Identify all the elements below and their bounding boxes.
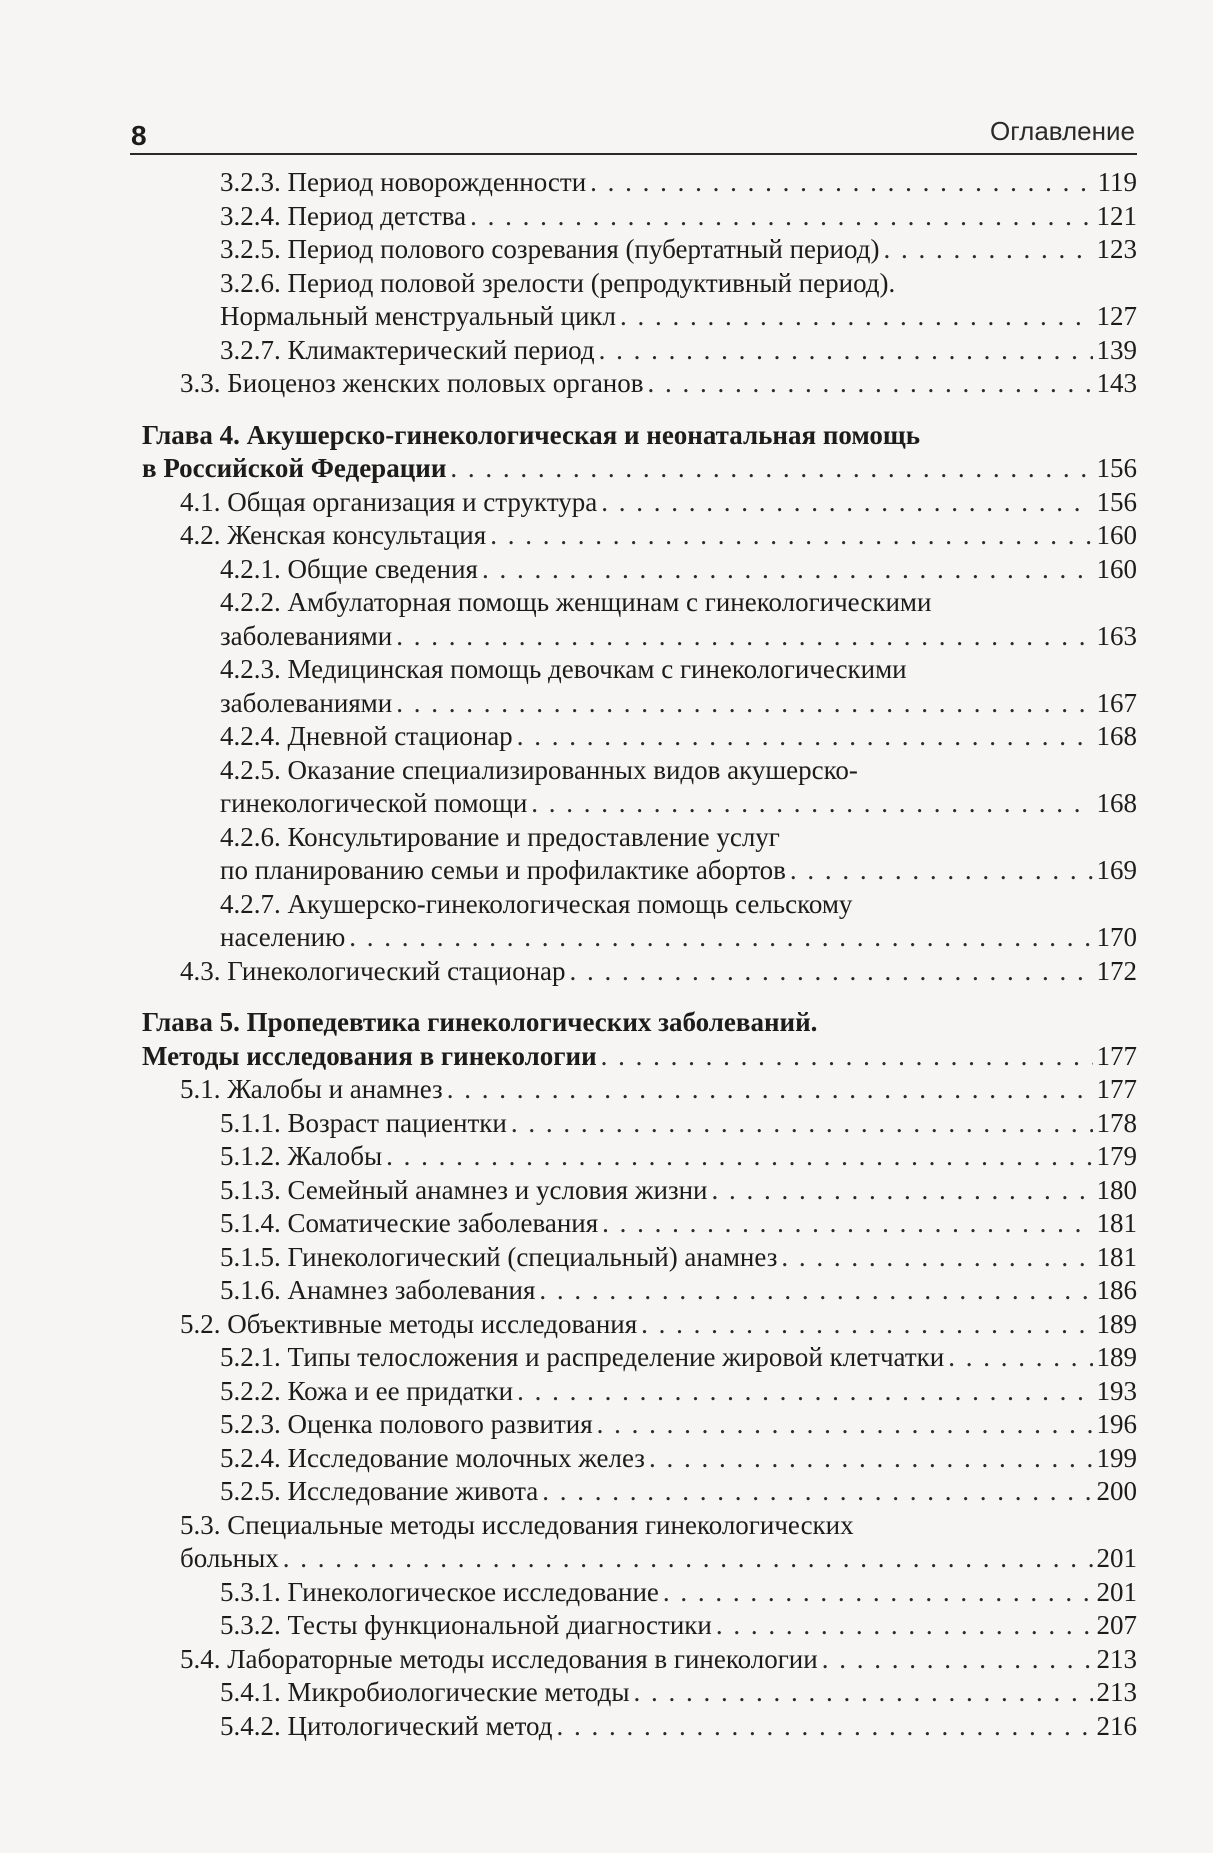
dot-leader [396,620,1092,654]
toc-page-number: 193 [1096,1375,1137,1406]
toc-entry [0,486,1137,520]
toc-entry-title-line: 3.2.4. Период детства [220,200,467,231]
toc-entry-row [220,1609,1137,1643]
dot-leader [648,367,1093,401]
toc-entry [0,1643,1137,1677]
toc-entry-row [220,1408,1137,1442]
toc-entry-title-line: гинекологической помощи [220,788,528,818]
dot-leader [790,854,1093,888]
toc-entry-title-line: Нормальный менструальный цикл [220,301,616,331]
toc-entry [0,1140,1137,1174]
toc-entry-row [220,233,1137,267]
dot-leader [482,553,1093,587]
toc-entry [0,334,1137,368]
toc-page-number: 172 [1096,955,1137,986]
toc-entry-title-line: по планированию семьи и профилактике абортов [220,855,786,885]
toc-entry-row [220,1710,1137,1744]
toc-page-number: 201 [1096,1576,1137,1607]
toc-entry-row [220,1207,1137,1241]
toc-page-number: 168 [1096,721,1137,751]
toc-page-number: 123 [1096,234,1137,264]
toc-entry [0,1174,1137,1208]
dot-leader [570,955,1093,989]
toc-entry-title-line: 5.2.1. Типы телосложения и распределение жировой клетчатки [220,1342,945,1372]
toc-entry-title-line: 3.3. Биоценоз женских половых органов [180,368,644,398]
dot-leader [283,1542,1093,1576]
toc-entry-title-line: 4.1. Общая организация и структура [180,486,598,517]
toc-entry [0,1475,1137,1509]
toc-entry-title-line: 4.3. Гинекологический стационар [180,955,566,986]
toc-page-number: 200 [1096,1476,1137,1506]
toc-entry-row [220,1576,1137,1610]
toc-entry-title-line: 5.2.2. Кожа и ее придатки [220,1375,514,1406]
toc-entry-title-line: 5.1.1. Возраст пациентки [220,1107,507,1138]
toc-page-number: 178 [1096,1107,1137,1138]
toc-entry [0,1509,1137,1576]
toc-page-number: 177 [1096,1040,1137,1071]
toc-entry-row [220,687,1137,721]
toc-page-number: 181 [1096,1208,1137,1238]
dot-leader [620,300,1093,334]
toc-entry-row [220,553,1137,587]
dot-leader [634,1676,1093,1710]
dot-leader [447,1073,1093,1107]
toc-page-number: 139 [1096,334,1137,365]
toc-page-number: 169 [1096,855,1137,885]
toc-entry-row [220,1107,1137,1141]
toc-entry-title-line: Глава 4. Акушерско-гинекологическая и неонатальная помощь [142,419,920,450]
dot-leader [601,1040,1093,1074]
dot-leader [883,233,1092,267]
toc-page-number: 121 [1096,200,1137,231]
dot-leader [602,1207,1092,1241]
toc-entry-row [220,854,1137,888]
toc-entry [0,821,1137,888]
toc-page-number: 127 [1096,301,1137,331]
dot-leader [599,334,1093,368]
toc-entry [0,1274,1137,1308]
toc-page-number: 143 [1096,368,1137,398]
toc-entry-row [220,921,1137,955]
toc-entry-row [220,1241,1137,1275]
toc-chapter-entry [0,1006,1137,1073]
toc-entry [0,888,1137,955]
dot-leader [948,1341,1092,1375]
toc-entry [0,1073,1137,1107]
toc-entry [0,1308,1137,1342]
toc-entry-title-line: 5.3.1. Гинекологическое исследование [220,1576,659,1607]
toc-entry-row [220,620,1137,654]
toc-entry [0,1408,1137,1442]
toc-page-number: 179 [1096,1141,1137,1171]
toc-entry-row [180,367,1137,401]
table-of-contents [0,166,1213,1743]
toc-entry-row [220,1475,1137,1509]
toc-entry-title-line: 5.1.4. Соматические заболевания [220,1208,599,1238]
toc-page-number: 160 [1096,553,1137,584]
toc-entry [0,367,1137,401]
toc-entry [0,720,1137,754]
toc-entry-row [180,519,1137,553]
toc-entry-title-line: 3.2.3. Период новорожденности [220,167,587,197]
toc-entry-row [180,486,1137,520]
toc-entry-title-line: 3.2.5. Период полового созревания (пубертатный период) [220,234,880,264]
toc-page-number: 167 [1096,687,1137,718]
toc-page-number: 156 [1096,486,1137,517]
toc-entry-title-line: 5.2.3. Оценка полового развития [220,1409,593,1439]
toc-entry [0,586,1137,653]
toc-entry [0,553,1137,587]
toc-entry [0,1341,1137,1375]
toc-entry-title-line: 4.2.1. Общие сведения [220,553,478,584]
running-title: Оглавление [990,116,1135,146]
toc-page-number: 180 [1096,1174,1137,1205]
toc-entry-row [220,300,1137,334]
dot-leader [539,1274,1092,1308]
toc-page-number: 213 [1096,1643,1137,1674]
toc-entry [0,1710,1137,1744]
toc-page-number: 213 [1096,1677,1137,1707]
toc-entry [0,200,1137,234]
toc-entry [0,519,1137,553]
toc-entry-title-line: больных [180,1543,279,1573]
dot-leader [517,1375,1092,1409]
toc-entry-title-line: 4.2.4. Дневной стационар [220,721,513,751]
toc-entry-row [180,1308,1137,1342]
toc-page-number: 189 [1096,1308,1137,1339]
toc-entry-row [220,1341,1137,1375]
toc-entry-row [220,1442,1137,1476]
toc-entry-title-line: Глава 5. Пропедевтика гинекологических заболеваний. [142,1007,818,1037]
toc-entry [0,1107,1137,1141]
header-divider [130,153,1137,155]
toc-entry-title-line: 5.2.4. Исследование молочных желез [220,1442,645,1473]
toc-entry-title-line: в Российской Федерации [142,453,447,483]
toc-entry-title-line: 4.2.5. Оказание специализированных видов акушерско- [220,754,858,785]
toc-page-number: 186 [1096,1275,1137,1305]
toc-page-number: 168 [1096,788,1137,818]
toc-entry-title-line: 5.4.1. Микробиологические методы [220,1677,630,1707]
dot-leader [663,1576,1093,1610]
dot-leader [641,1308,1092,1342]
toc-entry [0,1442,1137,1476]
toc-entry [0,166,1137,200]
toc-page-number: 189 [1096,1342,1137,1372]
toc-page-number: 199 [1096,1442,1137,1473]
toc-entry-title-line: 5.3. Специальные методы исследования гинекологических [180,1509,854,1540]
toc-entry-title-line: 5.1.6. Анамнез заболевания [220,1275,536,1305]
toc-entry-row [220,1140,1137,1174]
toc-entry [0,653,1137,720]
toc-entry-title-line: 3.2.6. Период половой зрелости (репродуктивный период). [220,267,896,298]
dot-leader [531,787,1092,821]
toc-entry-row [220,334,1137,368]
toc-entry-row [220,1375,1137,1409]
toc-entry-title-line: 5.2.5. Исследование живота [220,1476,539,1506]
dot-leader [601,486,1092,520]
toc-entry-title-line: 4.2.6. Консультирование и предоставление услуг [220,821,780,852]
dot-leader [396,687,1092,721]
toc-entry [0,754,1137,821]
toc-page-number: 119 [1097,167,1137,197]
toc-page-number: 201 [1096,1543,1137,1573]
toc-page-number: 207 [1096,1610,1137,1640]
toc-entry-row [142,452,1137,486]
toc-page-number: 163 [1096,620,1137,651]
toc-entry-row [220,720,1137,754]
toc-entry-title-line: 4.2.2. Амбулаторная помощь женщинам с гинекологическими [220,587,932,617]
toc-entry [0,233,1137,267]
toc-page-number: 177 [1096,1074,1137,1104]
toc-page-number: 156 [1096,453,1137,483]
toc-entry-row [180,955,1137,989]
toc-entry [0,267,1137,334]
dot-leader [590,166,1093,200]
toc-entry [0,1241,1137,1275]
toc-page-number: 216 [1096,1710,1137,1741]
toc-entry-title-line: 3.2.7. Климактерический период [220,334,595,365]
toc-entry-row [142,1040,1137,1074]
toc-chapter-entry [0,419,1137,486]
toc-entry-title-line: заболеваниями [220,620,393,651]
toc-entry-title-line: 5.4. Лабораторные методы исследования в гинекологии [180,1643,818,1674]
toc-page-number: 196 [1096,1409,1137,1439]
dot-leader [511,1107,1093,1141]
dot-leader [822,1643,1093,1677]
toc-entry [0,1609,1137,1643]
toc-entry-row [220,787,1137,821]
toc-entry-title-line: 5.3.2. Тесты функциональной диагностики [220,1610,712,1640]
toc-entry-row [220,1676,1137,1710]
toc-entry [0,1676,1137,1710]
toc-entry [0,1207,1137,1241]
toc-entry-title-line: Методы исследования в гинекологии [142,1040,597,1071]
toc-entry [0,1576,1137,1610]
dot-leader [716,1609,1093,1643]
dot-leader [781,1241,1092,1275]
toc-entry-title-line: 5.1.3. Семейный анамнез и условия жизни [220,1174,708,1205]
toc-entry-row [220,166,1137,200]
toc-entry-title-line: 5.4.2. Цитологический метод [220,1710,553,1741]
toc-entry-title-line: 5.2. Объективные методы исследования [180,1308,638,1339]
toc-entry-title-line: 5.1.2. Жалобы [220,1141,383,1171]
toc-entry-title-line: заболеваниями [220,687,393,718]
dot-leader [450,452,1092,486]
dot-leader [542,1475,1092,1509]
toc-entry-title-line: 4.2.3. Медицинская помощь девочкам с гинекологическими [220,654,907,684]
toc-entry-row [220,1174,1137,1208]
toc-entry [0,1375,1137,1409]
toc-entry [0,955,1137,989]
dot-leader [349,921,1092,955]
dot-leader [470,200,1092,234]
toc-entry-row [220,200,1137,234]
toc-entry-title-line: 5.1. Жалобы и анамнез [180,1074,443,1104]
toc-entry-title-line: 4.2.7. Акушерско-гинекологическая помощь сельскому [220,888,853,919]
page-number: 8 [131,120,147,151]
toc-entry-title-line: 4.2. Женская консультация [180,520,487,550]
toc-entry-row [220,1274,1137,1308]
toc-entry-row [180,1073,1137,1107]
dot-leader [386,1140,1092,1174]
dot-leader [490,519,1092,553]
toc-page-number: 160 [1096,520,1137,550]
dot-leader [517,720,1093,754]
dot-leader [557,1710,1093,1744]
dot-leader [712,1174,1093,1208]
toc-entry-row [180,1542,1137,1576]
toc-page-number: 170 [1096,922,1137,952]
toc-entry-title-line: населению [220,922,346,952]
toc-entry-row [180,1643,1137,1677]
dot-leader [649,1442,1093,1476]
dot-leader [597,1408,1093,1442]
toc-entry-title-line: 5.1.5. Гинекологический (специальный) анамнез [220,1241,778,1272]
toc-page-number: 181 [1096,1241,1137,1272]
